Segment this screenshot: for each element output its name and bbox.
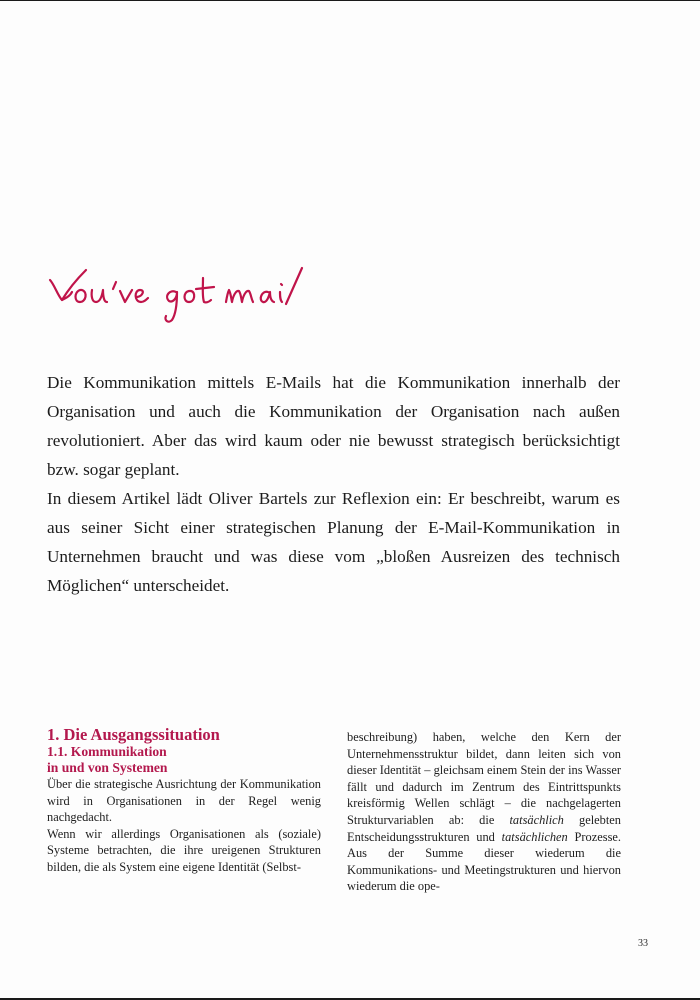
body-paragraph (347, 729, 621, 895)
body-paragraph: Über die strategische Ausrichtung der Kommunikation wird in Organisationen in der Regel wenig nachgedacht. (47, 777, 321, 825)
article-title (46, 262, 446, 332)
emphasis-text: tatsächlichen (501, 829, 568, 844)
emphasis-text: tatsächlich (509, 812, 564, 827)
body-paragraph: Wenn wir allerdings Organisationen als (soziale) Systeme betrachten, die ihre ureigenen Strukturen bilden, die als System eine eigene Identität (Selbst- (47, 826, 321, 874)
intro-paragraph: In diesem Artikel lädt Oliver Bartels zur Reflexion ein: Er beschreibt, warum es aus seiner Sicht einer strategischen Planung der E-Mail-Kommunikation in Unternehmen braucht und was diese vom „bloßen Ausreizen des technisch Möglichen“ unterscheidet. (47, 489, 620, 595)
subsection-heading (47, 744, 321, 776)
body-text: gelebten Entscheidungsstrukturen und (347, 812, 621, 844)
page-number: 33 (638, 938, 648, 949)
subsection-heading-line1: 1.1. Kommunikation (47, 744, 167, 759)
body-text: beschreibung) haben, welche den Kern der Unternehmensstruktur bildet, dann leiten sich von dieser Identität – gleichsam einem Stein der ins Wasser fällt und dadurch im Zentrum des Eintrittspunkts kreisförmig Wellen schlägt – die nachgelagerten Strukturvariablen ab: die (347, 730, 621, 827)
section-heading: 1. Die Ausgangssituation (47, 725, 220, 744)
subsection-heading-line2: in und von Systemen (47, 760, 168, 775)
intro-paragraph: Die Kommunikation mittels E-Mails hat die Kommunikation innerhalb der Organisation und auch die Kommunikation der Organisation nach außen revolutioniert. Aber das wird kaum oder nie bewusst strategisch berücksichtigt bzw. sogar geplant. (47, 373, 620, 479)
handwritten-title-graphic (46, 262, 346, 328)
page-top-border (0, 0, 700, 1)
article-intro (47, 368, 620, 600)
body-text: Prozesse. Aus der Summe dieser wiederum die Kommunikations- und Meetingstrukturen und hiervon wiederum die ope- (347, 829, 621, 894)
body-column-left (47, 726, 321, 876)
body-column-right (347, 729, 621, 895)
